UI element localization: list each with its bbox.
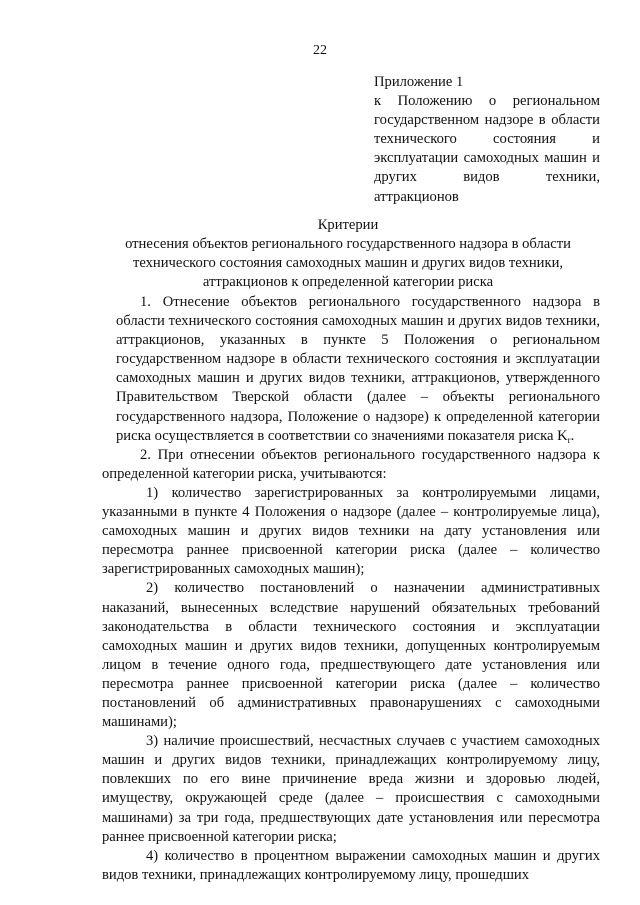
criteria-heading xyxy=(96,216,600,292)
list-item-3: 3) наличие происшествий, несчастных случаев с участием самоходных машин и других видов техники, принадлежащих контролируемому лицу, повлекших по его вине причинение вреда жизни и здоровью людей, имуществу, окружающей среде (далее – происшествия с самоходными машинами) за три года, предшествующих дате установления или пересмотра раннее присвоенной категории риска; xyxy=(102,733,600,845)
paragraph-1-text: 1. Отнесение объектов регионального государственного надзора в области технического состояния самоходных машин и других видов техники, аттракционов, указанных в пункте 5 Положения о региональном государственном надзоре в области технического состояния и эксплуатации самоходных машин и других видов техники, аттракционов, утвержденного Правительством Тверской области (далее – объекты регионального государственного надзора, Положение о надзоре) к определенной категории риска осуществляется в соответствии со значениями показателя риска K xyxy=(116,294,600,444)
paragraph-1-end: . xyxy=(570,427,575,444)
risk-index-subscript: r xyxy=(567,434,571,445)
appendix-reference: к Положению о региональном государственном надзоре в области технического состояния и эксплуатации самоходных машин и других видов техники, аттракционов xyxy=(374,93,600,205)
document-body xyxy=(102,293,600,885)
paragraph-2: 2. При отнесении объектов регионального государственного надзора к определенной категории риска, учитываются: xyxy=(102,446,600,482)
appendix-block xyxy=(374,73,600,207)
heading-title: Критерии xyxy=(317,217,379,233)
list-item-4: 4) количество в процентном выражении самоходных машин и других видов техники, принадлежащих контролируемому лицу, прошедших xyxy=(102,847,600,883)
appendix-title: Приложение 1 xyxy=(374,74,464,90)
page-number: 22 xyxy=(313,43,327,58)
paragraph-1 xyxy=(116,293,600,446)
list-item-1: 1) количество зарегистрированных за контролируемыми лицами, указанными в пункте 4 Положения о надзоре (далее – контролируемые лица), самоходных машин и других видов техники на дату установления или пересмотра раннее присвоенной категории риска (далее – количество зарегистрированных самоходных машин); xyxy=(102,484,600,578)
heading-subtitle: отнесения объектов регионального государственного надзора в области технического состояния самоходных машин и других видов техники, аттракционов к определенной категории риска xyxy=(125,236,571,291)
list-item-2: 2) количество постановлений о назначении административных наказаний, вынесенных вследствие нарушений обязательных требований законодательства в области технического состояния и эксплуатации самоходных машин и других видов техники, допущенных контролируемым лицом в течение одного года, предшествующего дате установления или пересмотра раннее присвоенной категории риска (далее – количество постановлений об административных правонарушениях с самоходными машинами); xyxy=(102,580,600,731)
